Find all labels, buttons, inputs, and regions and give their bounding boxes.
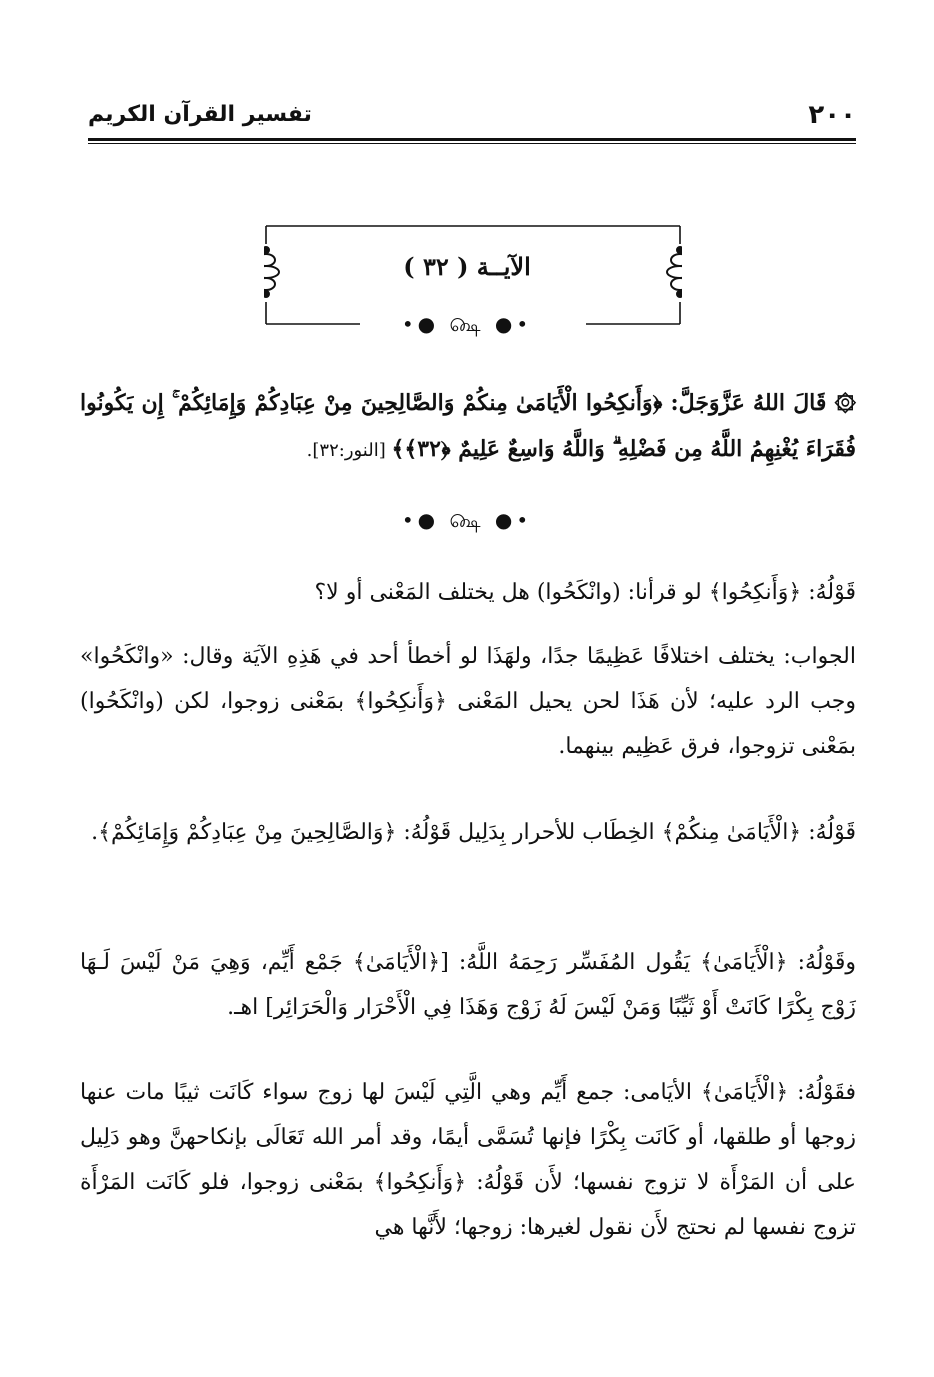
paragraph-address: قَوْلُهُ: ﴿الْأَيَامَىٰ مِنكُمْ﴾ الخِطَاب للأحرار بِدَلِيل قَوْلُهُ: ﴿وَالصَّالِحِينَ مِنْ عِبَادِكُمْ وَإِمَائِكُمْ﴾.	[91, 820, 856, 845]
paragraph-answer: الجواب: يختلف اختلافًا عَظِيمًا جدًا، ولهَذَا لو أخطأ أحد في هَذِهِ الآيَة وقال: «وانْكَحُوا» وجب الرد عليه؛ لأن هَذَا لحن يحيل المَعْنى ﴿وَأَنكِحُوا﴾ بمَعْنى زوجوا، لكن (وانْكَحُوا) بمَعْنى تزوجوا، فرق عَظِيم بينهما.	[80, 644, 856, 759]
paragraph-question: قَوْلُهُ: ﴿وَأَنكِحُوا﴾ لو قرأنا: (وانْكَحُوا) هل يختلف المَعْنى أو لا؟	[314, 580, 856, 605]
page-number: ٢٠٠	[808, 100, 856, 130]
section-divider-bottom: •● ௸ ●•	[401, 508, 533, 532]
verse-block	[80, 380, 856, 474]
verse-reference: [النور:٣٢].	[306, 440, 392, 461]
verse-text: ﴿وَأَنكِحُوا الْأَيَامَىٰ مِنكُمْ وَالصَّالِحِينَ مِنْ عِبَادِكُمْ وَإِمَائِكُمْ ۚ إِن يَكُونُوا فُقَرَاءَ يُغْنِهِمُ اللَّهُ مِن فَضْلِهِ ۗ وَاللَّهُ وَاسِعٌ عَلِيمٌ ﴿٣٢﴾﴾	[80, 390, 856, 462]
header-rule-thin	[88, 143, 856, 144]
verse-intro: ۞ قَالَ اللهُ عَزَّوَجَلَّ:	[662, 390, 856, 416]
header-rule	[88, 138, 856, 141]
book-title: تفسير القرآن الكريم	[88, 102, 312, 127]
page-header	[88, 100, 856, 130]
verse-title: الآيــة ( ٣٢ )	[403, 252, 531, 281]
section-divider-top: •● ௸ ●•	[401, 312, 533, 336]
paragraph-ayama: فقَوْلُهُ: ﴿الْأَيَامَىٰ﴾ الأيَامى: جمع أَيِّم وهي الَّتِي لَيْسَ لها زوج سواء كَانَت ثيبًا مات عنها زوجها أو طلقها، أو كَانَت بِكْرًا فإنها تُسَمَّى أيمًا، وقد أمر الله تَعَالَى بإنكاحهنَّ وهو دَلِيل على أن المَرْأَة لا تزوج نفسها؛ لأَن قَوْلُهُ: ﴿وَأَنكِحُوا﴾ بمَعْنى زوجوا، فلو كَانَت المَرْأَة تزوج نفسها لم نحتج لأَن نقول لغيرها: زوجها؛ لأَنَّها هي	[80, 1080, 856, 1240]
paragraph-mufassir: وقَوْلُهُ: ﴿الْأَيَامَىٰ﴾ يَقُول المُفَسِّر رَحِمَهُ اللَّهُ: [﴿الْأَيَامَىٰ﴾ جَمْع أَيِّم، وَهِيَ مَنْ لَيْسَ لَـهَا زَوْج بِكْرًا كَانَتْ أَوْ ثَيِّبًا وَمَنْ لَيْسَ لَهُ زَوْج وَهَذَا فِي الْأَحْرَار وَالْحَرَائِر] اهـ.	[80, 950, 856, 1020]
